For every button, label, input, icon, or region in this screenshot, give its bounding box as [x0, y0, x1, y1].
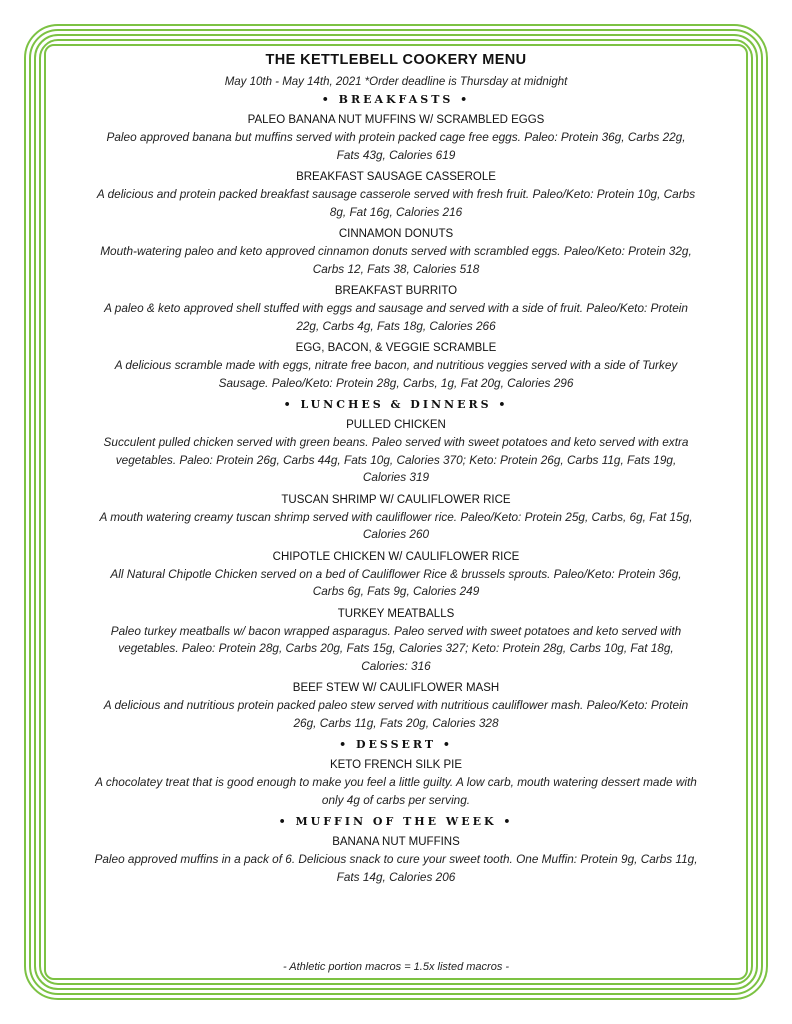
menu-item — [90, 834, 702, 886]
item-name: PALEO BANANA NUT MUFFINS W/ SCRAMBLED EGGS — [247, 114, 545, 126]
menu-item — [90, 226, 702, 278]
menu-item — [90, 112, 702, 164]
item-name: EGG, BACON, & VEGGIE SCRAMBLE — [295, 342, 497, 354]
footer-note: - Athletic portion macros = 1.5x listed macros - — [282, 961, 510, 973]
menu-item — [90, 492, 702, 544]
item-description: A delicious scramble made with eggs, nitrate free bacon, and nutritious veggies served with a side of Turkey Sausage. Paleo/Keto: Protein 28g, Carbs, 1g, Fat 20g, Calories 296 — [114, 358, 678, 390]
menu-item — [90, 283, 702, 335]
menu-item — [90, 340, 702, 392]
item-description: Paleo turkey meatballs w/ bacon wrapped asparagus. Paleo served with sweet potatoes and keto served with vegetables. Paleo: Protein 28g, Carbs 20g, Fats 15g, Calories 327; Keto: Protein 28g, Carbs 10g, Fat 18g, Calories: 316 — [110, 623, 682, 673]
item-name: BEEF STEW W/ CAULIFLOWER MASH — [292, 682, 500, 694]
item-description: A paleo & keto approved shell stuffed with eggs and sausage and served with a side of fruit. Paleo/Keto: Protein 22g, Carbs 4g, Fats 18g, Calories 266 — [104, 301, 688, 333]
item-description: Succulent pulled chicken served with green beans. Paleo served with sweet potatoes and keto served with extra vegetables. Paleo: Protein 26g, Carbs 44g, Fats 10g, Calories 370; Keto: Protein 26g, Carbs 11g, Fats 19g, Calories 319 — [103, 435, 689, 484]
menu-item — [90, 417, 702, 487]
menu-dates: May 10th - May 14th, 2021 *Order deadline is Thursday at midnight — [224, 76, 568, 88]
section-heading-dessert: • DESSERT • — [339, 738, 453, 751]
item-name: KETO FRENCH SILK PIE — [329, 759, 463, 771]
menu-item — [90, 606, 702, 676]
item-name: TURKEY MEATBALLS — [337, 607, 455, 620]
item-name: TUSCAN SHRIMP W/ CAULIFLOWER RICE — [281, 493, 511, 506]
item-name: BREAKFAST SAUSAGE CASSEROLE — [296, 171, 496, 183]
item-name: CINNAMON DONUTS — [338, 228, 454, 240]
menu-content — [90, 50, 702, 891]
section-heading-muffin-of-the-week: • MUFFIN OF THE WEEK • — [278, 815, 514, 828]
item-name: BANANA NUT MUFFINS — [332, 836, 460, 848]
item-description: All Natural Chipotle Chicken served on a bed of Cauliflower Rice & brussels sprouts. Paleo/Keto: Protein 36g, Carbs 6g, Fats 9g, Calories 249 — [110, 566, 682, 598]
item-description: A delicious and protein packed breakfast sausage casserole served with fresh fruit. Paleo/Keto: Protein 10g, Carbs 8g, Fat 16g, Calories 216 — [96, 187, 696, 219]
menu-item — [90, 680, 702, 732]
menu-item — [90, 757, 702, 809]
item-name: CHIPOTLE CHICKEN W/ CAULIFLOWER RICE — [272, 550, 520, 563]
item-description: Mouth-watering paleo and keto approved cinnamon donuts served with scrambled eggs. Paleo/Keto: Protein 32g, Carbs 12, Fats 38, Calories 518 — [100, 244, 692, 276]
item-description: Paleo approved banana but muffins served with protein packed cage free eggs. Paleo: Protein 36g, Carbs 22g, Fats 43g, Calories 619 — [106, 130, 686, 162]
menu-item — [90, 549, 702, 601]
menu-title: THE KETTLEBELL COOKERY MENU — [265, 52, 527, 68]
menu-item — [90, 169, 702, 221]
item-description: A mouth watering creamy tuscan shrimp served with cauliflower rice. Paleo/Keto: Protein 25g, Carbs, 6g, Fat 15g, Calories 260 — [99, 509, 693, 541]
item-name: PULLED CHICKEN — [346, 419, 446, 431]
item-name: BREAKFAST BURRITO — [334, 285, 458, 297]
item-description: A chocolatey treat that is good enough to make you feel a little guilty. A low carb, mouth watering dessert made with only 4g of carbs per serving. — [95, 775, 697, 807]
item-description: A delicious and nutritious protein packed paleo stew served with nutritious cauliflower mash. Paleo/Keto: Protein 26g, Carbs 11g, Fats 20g, Calories 328 — [103, 698, 689, 730]
section-heading-breakfasts: • BREAKFASTS • — [321, 93, 471, 106]
item-description: Paleo approved muffins in a pack of 6. Delicious snack to cure your sweet tooth. One Muffin: Protein 9g, Carbs 11g, Fats 14g, Calories 206 — [94, 852, 698, 884]
section-heading-lunches-dinners: • LUNCHES & DINNERS • — [283, 398, 509, 411]
